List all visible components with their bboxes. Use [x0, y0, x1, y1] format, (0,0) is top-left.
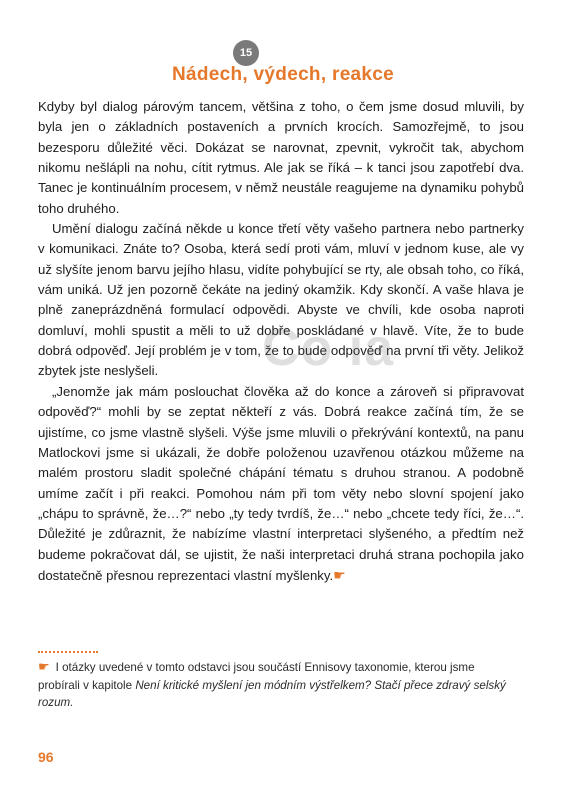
footnote-italic-text: Není kritické myšlení jen módním výstřelkem? Stačí přece zdravý selský rozum. [38, 678, 506, 710]
paragraph-3 [38, 382, 524, 586]
pointing-hand-icon: ☛ [38, 659, 50, 674]
paragraph-3-text: „Jenomže jak mám poslouchat člověka až do konce a zároveň si připravovat odpověď?“ mohli by se zeptat někteří z vás. Dobrá reakce začíná tím, že se ujistíme, co jsme vlastně slyšeli. Výše jsme mluvili o překrývání kontextů, na panu Matlockovi jsme si ukázali, že dobře položenou uzavřenou otázkou můžeme na malém prostoru sladit společné chápání tématu s druhou stranou. A podobně umíme začít i při reakci. Pomohou nám při tom věty nebo slovní spojení jako „chápu to správně, že…?“ nebo „ty tedy tvrdíš, že…“ nebo „chcete tedy říci, že…“. Důležité je zdůraznit, že nabízíme vlastní interpretaci slyšeného, a předtím než budeme pokračovat dál, se ujistit, že naši interpretaci druhá strana pochopila jako dostatečně přesnou reprezentaci vlastní myšlenky. [38, 383, 524, 583]
paragraph-2: Umění dialogu začíná někde u konce třetí věty vašeho partnera nebo partnerky v komunikaci. Znáte to? Osoba, která sedí proti vám, mluví v jednom kuse, ale vy už slyšíte jenom barvu jejího hlasu, vidíte pohybující se rty, ale obsah toho, co říká, vám uniká. Už jen pozorně čekáte na jediný okamžik. Kdy skončí. A vaše hlava je plně zaneprázdněná formulací odpovědi. Abyste ve chvíli, kde osoba naproti domluví, mohli spustit a měli to už dobře poskládané v hlavě. Víte, že to bude dobrá odpověď. Její problém je v tom, že to bude odpověď na první tři věty. Jelikož zbytek jste neslyšeli. [38, 221, 524, 379]
note-separator [38, 651, 98, 653]
paragraph-1: Kdyby byl dialog párovým tancem, většina z toho, o čem jsme dosud mluvili, by byla jen o základních postaveních a prvních krocích. Samozřejmě, to jsou bezesporu důležité věci. Dokázat se narovnat, zpevnit, vykročit tak, abychom nikomu nešlápli na nohu, cítit rytmus. Ale jak se říká – k tanci jsou zapotřebí dva. Tanec je kontinuálním procesem, v němž neustále reagujeme na dynamiku pohybů toho druhého. [38, 99, 524, 216]
page-number: 96 [38, 749, 54, 765]
pointing-hand-icon: ☛ [333, 566, 346, 583]
chapter-number-badge: 15 [233, 40, 259, 66]
chapter-title: Nádech, výdech, reakce [171, 64, 395, 85]
watermark: Co ia [262, 319, 395, 377]
footnote-text: I otázky uvedené v tomto odstavci jsou součástí Ennisovy taxonomie, kterou jsme probírali v kapitole [38, 661, 475, 692]
footnote [38, 658, 508, 712]
